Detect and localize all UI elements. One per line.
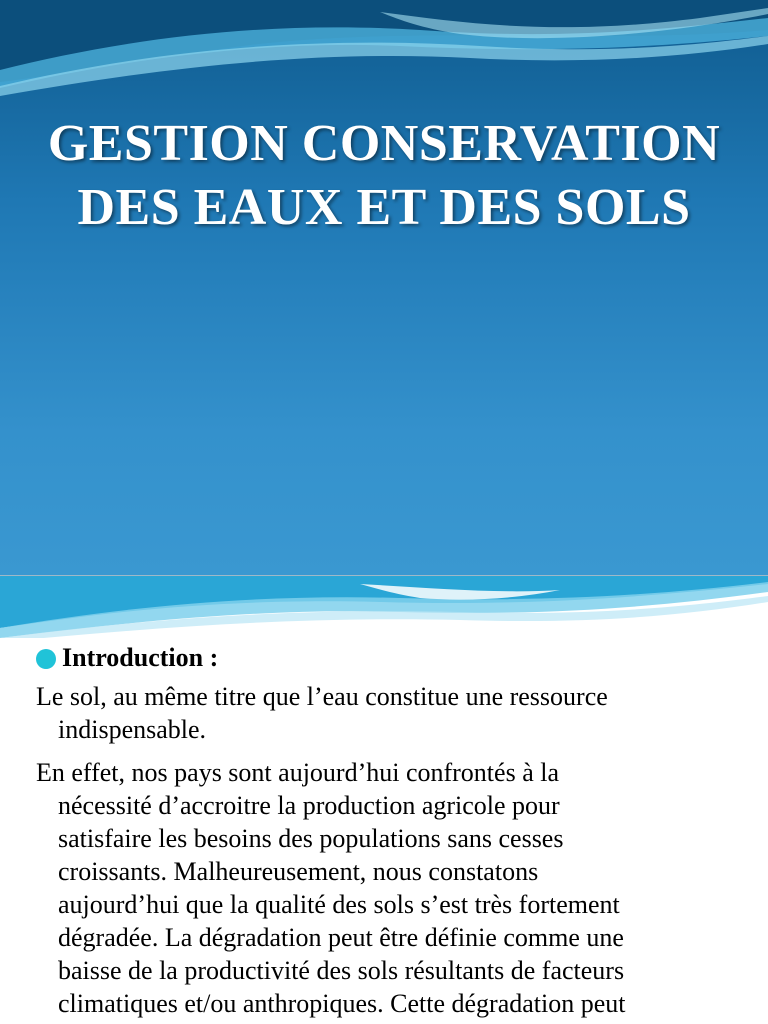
title-line-2: DES EAUX ET DES SOLS <box>77 179 691 236</box>
wave-decoration <box>0 0 768 110</box>
paragraph-2-line: aujourd’hui que la qualité des sols s’est très fortement <box>58 890 620 919</box>
paragraph-2-line: croissants. Malheureusement, nous constatons <box>58 857 539 886</box>
content-slide <box>0 576 768 1024</box>
paragraph-2 <box>36 756 736 1020</box>
wave-decoration-top <box>0 576 768 638</box>
paragraph-1-line: Le sol, au même titre que l’eau constitue une ressource <box>36 682 608 711</box>
intro-heading: Introduction : <box>62 643 219 672</box>
paragraph-2-line: satisfaire les besoins des populations sans cesses <box>58 824 564 853</box>
paragraph-1 <box>36 680 736 746</box>
paragraph-2-line: dégradée. La dégradation peut être définie comme une <box>58 923 624 952</box>
paragraph-2-line: baisse de la productivité des sols résultants de facteurs <box>58 956 625 985</box>
paragraph-1-line: indispensable. <box>58 715 207 744</box>
title-line-1: GESTION CONSERVATION <box>47 115 721 172</box>
intro-heading-row <box>36 642 218 674</box>
paragraph-2-line: climatiques et/ou anthropiques. Cette dégradation peut <box>58 989 626 1018</box>
paragraph-2-line: En effet, nos pays sont aujourd’hui confrontés à la <box>36 758 559 787</box>
slide-title <box>0 112 768 240</box>
paragraph-2-line: nécessité d’accroitre la production agricole pour <box>58 791 560 820</box>
bullet-icon <box>36 649 56 669</box>
